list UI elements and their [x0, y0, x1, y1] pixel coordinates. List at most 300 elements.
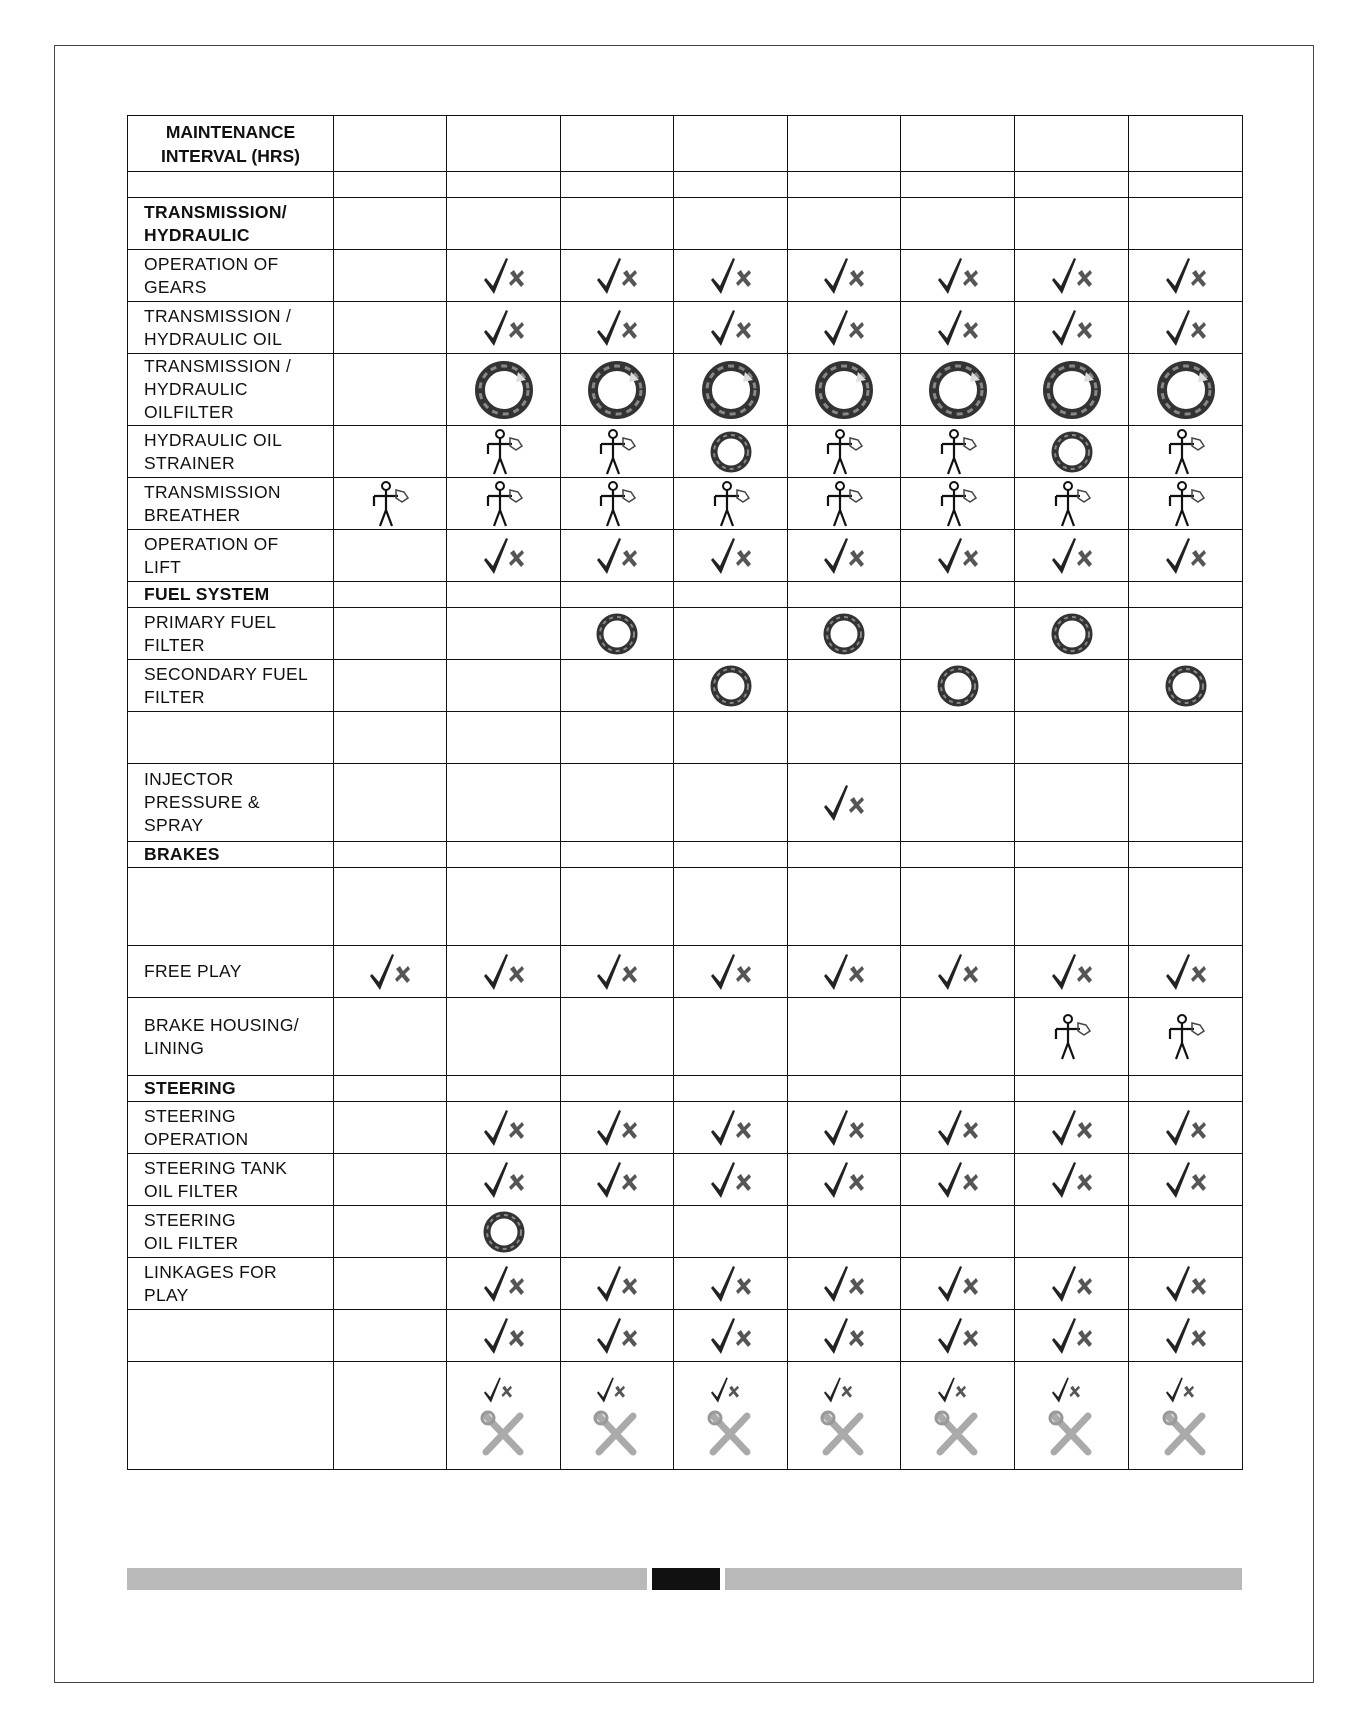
schedule-cell	[334, 1258, 447, 1310]
replace-icon	[447, 360, 560, 420]
schedule-cell	[1015, 172, 1129, 198]
row-label-text: STEERING OIL FILTER	[144, 1209, 239, 1253]
schedule-cell	[674, 1102, 788, 1154]
schedule-cell	[334, 1310, 447, 1362]
interval-col-8	[1129, 116, 1243, 172]
schedule-cell	[334, 172, 447, 198]
table-row	[128, 478, 1243, 530]
schedule-cell	[1129, 426, 1243, 478]
inspect-tools-icon	[788, 1376, 900, 1456]
row-label-text: STEERING OPERATION	[144, 1105, 249, 1149]
schedule-cell	[561, 530, 674, 582]
schedule-cell	[674, 1310, 788, 1362]
inspect-adjust-icon	[788, 1158, 900, 1202]
schedule-cell	[1015, 478, 1129, 530]
row-label-text: BRAKES	[144, 844, 220, 864]
row-label-text: STEERING	[144, 1078, 236, 1098]
schedule-cell	[1129, 530, 1243, 582]
schedule-cell	[561, 1076, 674, 1102]
schedule-cell	[901, 764, 1015, 842]
schedule-cell	[674, 1154, 788, 1206]
clean-icon	[901, 480, 1014, 528]
schedule-cell	[901, 842, 1015, 868]
schedule-cell	[447, 868, 561, 946]
replace-icon	[561, 360, 673, 420]
schedule-cell	[788, 250, 901, 302]
row-label-text: PRIMARY FUEL FILTER	[144, 611, 277, 655]
schedule-cell	[561, 608, 674, 660]
schedule-cell	[788, 1076, 901, 1102]
schedule-cell	[788, 868, 901, 946]
inspect-adjust-icon	[788, 1106, 900, 1150]
item-label	[128, 250, 334, 302]
inspect-tools-icon	[901, 1376, 1014, 1456]
inspect-adjust-icon	[1129, 1158, 1242, 1202]
replace-icon	[1129, 360, 1242, 420]
interval-col-4	[674, 116, 788, 172]
footer-bar-left	[127, 1568, 647, 1590]
schedule-cell	[901, 1362, 1015, 1470]
row-label-text: TRANSMISSION / HYDRAULIC OILFILTER	[144, 356, 292, 422]
replace-icon	[901, 360, 1014, 420]
table-row	[128, 608, 1243, 660]
schedule-cell	[901, 302, 1015, 354]
row-label-text: STEERING TANK OIL FILTER	[144, 1157, 288, 1201]
schedule-cell	[561, 1102, 674, 1154]
schedule-cell	[674, 608, 788, 660]
schedule-cell	[674, 712, 788, 764]
schedule-cell	[447, 1310, 561, 1362]
schedule-cell	[334, 842, 447, 868]
clean-icon	[561, 428, 673, 476]
section-row	[128, 582, 1243, 608]
replace-small-icon	[1015, 612, 1128, 656]
schedule-cell	[561, 946, 674, 998]
interval-col-6	[901, 116, 1015, 172]
inspect-adjust-icon	[788, 781, 900, 825]
clean-icon	[674, 480, 787, 528]
schedule-cell	[561, 354, 674, 426]
schedule-cell	[1129, 660, 1243, 712]
schedule-cell	[447, 998, 561, 1076]
schedule-cell	[901, 868, 1015, 946]
inspect-adjust-icon	[674, 306, 787, 350]
schedule-cell	[1015, 608, 1129, 660]
schedule-cell	[334, 1206, 447, 1258]
table-row	[128, 354, 1243, 426]
schedule-cell	[561, 868, 674, 946]
inspect-adjust-icon	[1015, 1314, 1128, 1358]
schedule-cell	[788, 582, 901, 608]
table-row	[128, 660, 1243, 712]
inspect-adjust-icon	[447, 1106, 560, 1150]
maintenance-interval-header	[128, 116, 334, 172]
schedule-cell	[788, 354, 901, 426]
table-row	[128, 946, 1243, 998]
table-row	[128, 530, 1243, 582]
schedule-cell	[901, 608, 1015, 660]
schedule-cell	[447, 530, 561, 582]
inspect-adjust-icon	[1129, 534, 1242, 578]
item-label	[128, 1310, 334, 1362]
schedule-cell	[334, 712, 447, 764]
table-row	[128, 1154, 1243, 1206]
item-label	[128, 1362, 334, 1470]
row-label-text: OPERATION OF LIFT	[144, 533, 279, 577]
replace-small-icon	[901, 664, 1014, 708]
item-label	[128, 660, 334, 712]
inspect-adjust-icon	[788, 254, 900, 298]
schedule-cell	[901, 250, 1015, 302]
schedule-cell	[674, 354, 788, 426]
schedule-cell	[561, 1310, 674, 1362]
schedule-cell	[1015, 842, 1129, 868]
replace-small-icon	[674, 430, 787, 474]
replace-icon	[674, 360, 787, 420]
schedule-cell	[334, 1102, 447, 1154]
schedule-cell	[334, 946, 447, 998]
schedule-cell	[1015, 302, 1129, 354]
interval-col-5	[788, 116, 901, 172]
schedule-cell	[561, 842, 674, 868]
schedule-cell	[447, 354, 561, 426]
table-row	[128, 712, 1243, 764]
schedule-cell	[1015, 946, 1129, 998]
inspect-adjust-icon	[1129, 1314, 1242, 1358]
section-row	[128, 198, 1243, 250]
inspect-adjust-icon	[561, 306, 673, 350]
schedule-cell	[334, 478, 447, 530]
inspect-adjust-icon	[447, 254, 560, 298]
item-label	[128, 946, 334, 998]
schedule-cell	[901, 582, 1015, 608]
schedule-cell	[447, 1076, 561, 1102]
schedule-cell	[1015, 868, 1129, 946]
inspect-adjust-icon	[1015, 950, 1128, 994]
schedule-cell	[561, 198, 674, 250]
table-row	[128, 426, 1243, 478]
replace-small-icon	[674, 664, 787, 708]
inspect-adjust-icon	[561, 950, 673, 994]
schedule-cell	[674, 426, 788, 478]
schedule-cell	[447, 250, 561, 302]
inspect-adjust-icon	[1129, 1106, 1242, 1150]
table-row	[128, 172, 1243, 198]
clean-icon	[1015, 480, 1128, 528]
schedule-cell	[334, 868, 447, 946]
schedule-cell	[1015, 426, 1129, 478]
schedule-cell	[1015, 1362, 1129, 1470]
clean-icon	[334, 480, 446, 528]
schedule-cell	[334, 302, 447, 354]
inspect-adjust-icon	[561, 254, 673, 298]
clean-icon	[447, 480, 560, 528]
schedule-cell	[674, 660, 788, 712]
replace-small-icon	[1129, 664, 1242, 708]
table-row	[128, 998, 1243, 1076]
schedule-cell	[674, 1258, 788, 1310]
inspect-adjust-icon	[788, 534, 900, 578]
row-label-text: FREE PLAY	[144, 961, 242, 981]
replace-small-icon	[561, 612, 673, 656]
schedule-cell	[447, 608, 561, 660]
inspect-adjust-icon	[901, 1158, 1014, 1202]
schedule-cell	[1015, 1258, 1129, 1310]
section-row	[128, 1076, 1243, 1102]
inspect-tools-icon	[1015, 1376, 1128, 1456]
schedule-cell	[334, 608, 447, 660]
schedule-cell	[561, 426, 674, 478]
clean-icon	[1129, 1013, 1242, 1061]
schedule-cell	[1129, 1206, 1243, 1258]
table-row	[128, 1310, 1243, 1362]
inspect-adjust-icon	[674, 254, 787, 298]
schedule-cell	[901, 478, 1015, 530]
item-label	[128, 426, 334, 478]
schedule-cell	[1015, 1076, 1129, 1102]
schedule-cell	[1129, 354, 1243, 426]
schedule-cell	[674, 1206, 788, 1258]
inspect-adjust-icon	[447, 534, 560, 578]
clean-icon	[561, 480, 673, 528]
schedule-cell	[674, 198, 788, 250]
section-label	[128, 842, 334, 868]
item-label	[128, 1102, 334, 1154]
footer-bar-right	[725, 1568, 1242, 1590]
footer-page-number-box	[652, 1568, 720, 1590]
row-label-text: TRANSMISSION / HYDRAULIC OIL	[144, 305, 292, 349]
schedule-cell	[334, 426, 447, 478]
replace-icon	[1015, 360, 1128, 420]
schedule-cell	[334, 530, 447, 582]
inspect-adjust-icon	[561, 1262, 673, 1306]
inspect-adjust-icon	[1015, 254, 1128, 298]
inspect-adjust-icon	[674, 1262, 787, 1306]
inspect-adjust-icon	[788, 1262, 900, 1306]
row-label-text: SECONDARY FUEL FILTER	[144, 663, 309, 707]
schedule-cell	[447, 198, 561, 250]
schedule-cell	[561, 764, 674, 842]
schedule-cell	[334, 764, 447, 842]
schedule-cell	[1129, 608, 1243, 660]
inspect-adjust-icon	[674, 1158, 787, 1202]
item-label	[128, 1154, 334, 1206]
schedule-cell	[334, 582, 447, 608]
schedule-cell	[447, 478, 561, 530]
schedule-cell	[1129, 842, 1243, 868]
inspect-adjust-icon	[1129, 1262, 1242, 1306]
schedule-cell	[1015, 354, 1129, 426]
schedule-cell	[1015, 1154, 1129, 1206]
schedule-cell	[1129, 1154, 1243, 1206]
inspect-adjust-icon	[788, 306, 900, 350]
schedule-cell	[1129, 478, 1243, 530]
schedule-cell	[1015, 712, 1129, 764]
item-label	[128, 868, 334, 946]
row-label-text: BRAKE HOUSING/ LINING	[144, 1014, 299, 1058]
inspect-adjust-icon	[447, 1262, 560, 1306]
inspect-tools-icon	[674, 1376, 787, 1456]
schedule-cell	[334, 354, 447, 426]
row-label-text: INJECTOR PRESSURE & SPRAY	[144, 769, 260, 835]
schedule-cell	[447, 764, 561, 842]
schedule-cell	[334, 1154, 447, 1206]
clean-icon	[1129, 480, 1242, 528]
inspect-adjust-icon	[1015, 1106, 1128, 1150]
inspect-adjust-icon	[1129, 306, 1242, 350]
schedule-cell	[788, 530, 901, 582]
schedule-cell	[447, 712, 561, 764]
schedule-cell	[1129, 250, 1243, 302]
schedule-cell	[561, 1154, 674, 1206]
schedule-cell	[561, 478, 674, 530]
schedule-cell	[788, 172, 901, 198]
interval-col-2	[447, 116, 561, 172]
schedule-cell	[674, 582, 788, 608]
inspect-adjust-icon	[561, 1314, 673, 1358]
schedule-cell	[447, 172, 561, 198]
schedule-cell	[1129, 1258, 1243, 1310]
item-label	[128, 354, 334, 426]
schedule-cell	[1129, 1362, 1243, 1470]
inspect-adjust-icon	[447, 950, 560, 994]
section-label	[128, 1076, 334, 1102]
schedule-cell	[1015, 1310, 1129, 1362]
inspect-adjust-icon	[901, 306, 1014, 350]
replace-icon	[788, 360, 900, 420]
schedule-cell	[334, 1362, 447, 1470]
schedule-cell	[901, 998, 1015, 1076]
item-label	[128, 608, 334, 660]
schedule-cell	[1129, 198, 1243, 250]
schedule-cell	[901, 1258, 1015, 1310]
schedule-cell	[674, 1076, 788, 1102]
schedule-cell	[334, 998, 447, 1076]
schedule-cell	[674, 530, 788, 582]
schedule-cell	[1129, 868, 1243, 946]
schedule-cell	[788, 478, 901, 530]
schedule-cell	[447, 1206, 561, 1258]
inspect-adjust-icon	[674, 1106, 787, 1150]
inspect-adjust-icon	[447, 306, 560, 350]
schedule-cell	[1015, 250, 1129, 302]
schedule-cell	[901, 172, 1015, 198]
schedule-cell	[561, 1206, 674, 1258]
item-label	[128, 712, 334, 764]
schedule-cell	[447, 582, 561, 608]
schedule-cell	[1129, 172, 1243, 198]
schedule-cell	[1015, 530, 1129, 582]
schedule-cell	[674, 842, 788, 868]
clean-icon	[447, 428, 560, 476]
schedule-cell	[788, 198, 901, 250]
clean-icon	[901, 428, 1014, 476]
schedule-cell	[1015, 764, 1129, 842]
table-row	[128, 1206, 1243, 1258]
clean-icon	[1129, 428, 1242, 476]
schedule-cell	[901, 1310, 1015, 1362]
schedule-cell	[788, 1258, 901, 1310]
schedule-cell	[901, 354, 1015, 426]
table-row	[128, 250, 1243, 302]
inspect-adjust-icon	[901, 254, 1014, 298]
table-row	[128, 302, 1243, 354]
schedule-cell	[1015, 582, 1129, 608]
inspect-adjust-icon	[901, 1262, 1014, 1306]
schedule-cell	[788, 608, 901, 660]
item-label	[128, 764, 334, 842]
schedule-cell	[788, 1102, 901, 1154]
section-label	[128, 198, 334, 250]
replace-small-icon	[447, 1210, 560, 1254]
schedule-cell	[788, 946, 901, 998]
schedule-cell	[788, 842, 901, 868]
schedule-cell	[1129, 712, 1243, 764]
schedule-cell	[788, 998, 901, 1076]
table-row	[128, 764, 1243, 842]
inspect-adjust-icon	[674, 950, 787, 994]
interval-col-7	[1015, 116, 1129, 172]
inspect-adjust-icon	[561, 1106, 673, 1150]
item-label	[128, 1258, 334, 1310]
inspect-adjust-icon	[1015, 1262, 1128, 1306]
schedule-cell	[1015, 1206, 1129, 1258]
schedule-cell	[788, 660, 901, 712]
interval-col-3	[561, 116, 674, 172]
schedule-cell	[901, 946, 1015, 998]
maintenance-schedule-table	[127, 115, 1243, 1470]
inspect-adjust-icon	[447, 1158, 560, 1202]
item-label	[128, 478, 334, 530]
schedule-cell	[561, 582, 674, 608]
schedule-cell	[788, 1362, 901, 1470]
inspect-adjust-icon	[561, 1158, 673, 1202]
replace-small-icon	[788, 612, 900, 656]
schedule-cell	[788, 764, 901, 842]
schedule-cell	[788, 712, 901, 764]
row-label-text: OPERATION OF GEARS	[144, 253, 279, 297]
schedule-cell	[447, 426, 561, 478]
schedule-cell	[674, 998, 788, 1076]
schedule-cell	[788, 426, 901, 478]
table-row	[128, 1102, 1243, 1154]
schedule-cell	[334, 198, 447, 250]
clean-icon	[1015, 1013, 1128, 1061]
schedule-cell	[901, 426, 1015, 478]
item-label	[128, 302, 334, 354]
schedule-cell	[674, 1362, 788, 1470]
row-label-text: HYDRAULIC OIL STRAINER	[144, 429, 283, 473]
inspect-tools-icon	[1129, 1376, 1242, 1456]
table-row	[128, 1362, 1243, 1470]
schedule-cell	[447, 842, 561, 868]
item-label	[128, 998, 334, 1076]
schedule-cell	[788, 1154, 901, 1206]
inspect-adjust-icon	[1015, 1158, 1128, 1202]
row-label-text: LINKAGES FOR PLAY	[144, 1261, 277, 1305]
schedule-cell	[1129, 1310, 1243, 1362]
schedule-cell	[561, 660, 674, 712]
schedule-cell	[674, 946, 788, 998]
schedule-cell	[447, 660, 561, 712]
schedule-cell	[901, 198, 1015, 250]
inspect-tools-icon	[561, 1376, 673, 1456]
schedule-cell	[561, 712, 674, 764]
row-label-text: TRANSMISSION BREATHER	[144, 481, 281, 525]
schedule-cell	[901, 660, 1015, 712]
schedule-cell	[447, 1362, 561, 1470]
section-label	[128, 582, 334, 608]
